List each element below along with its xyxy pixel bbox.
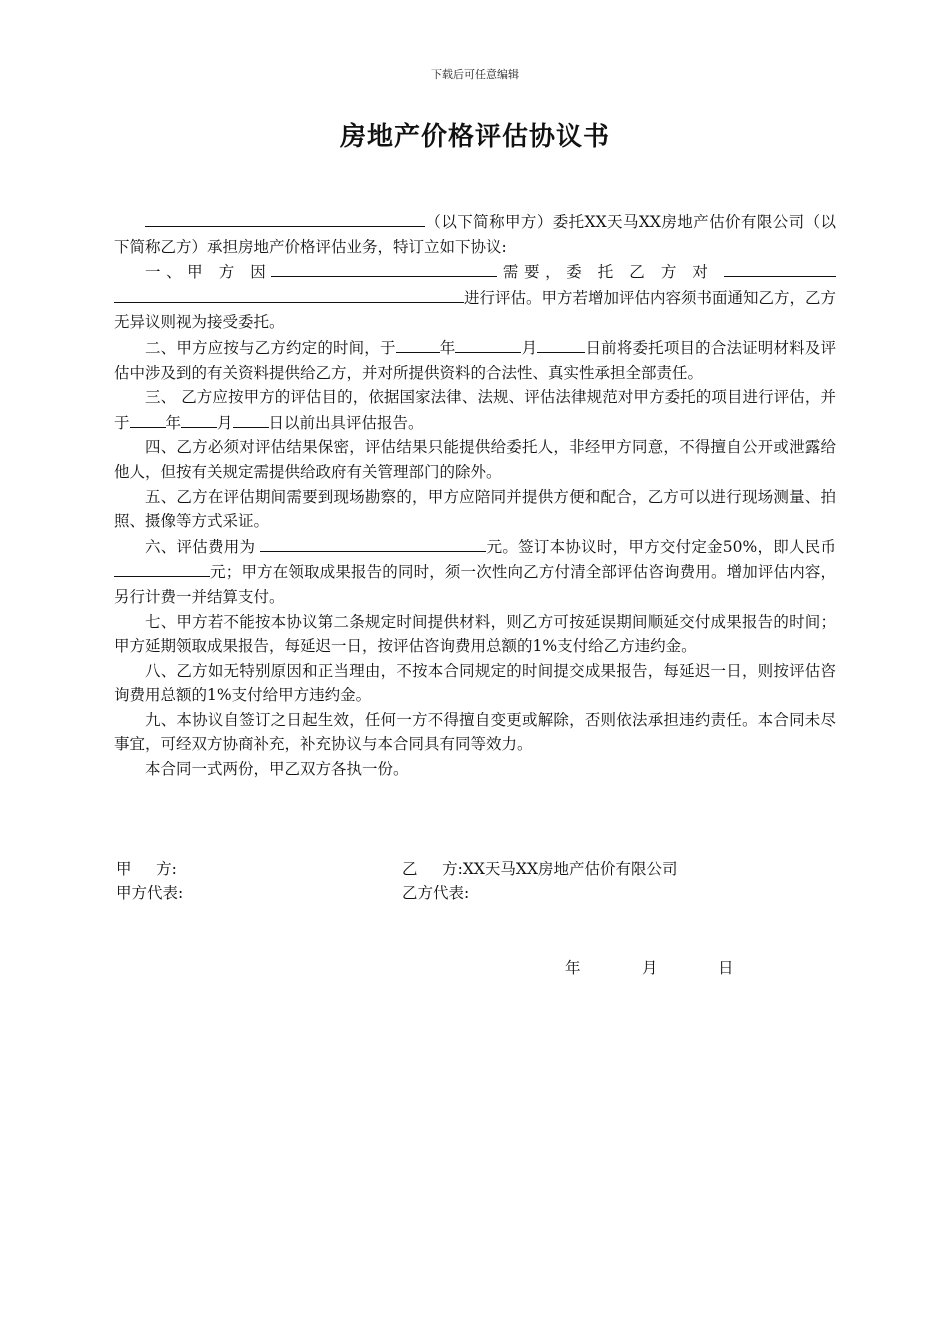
- clause-1: [114, 259, 836, 335]
- object-blank-1[interactable]: [724, 259, 836, 277]
- clause-4: 四、乙方必须对评估结果保密，评估结果只能提供给委托人，非经甲方同意，不得擅自公开或泄露给他人，但按有关规定需提供给政府有关管理部门的除外。: [114, 438, 836, 481]
- clause-2-day-blank[interactable]: [537, 335, 585, 353]
- party-a-representative: 甲方代表:: [116, 884, 184, 902]
- party-b-block: [402, 857, 678, 881]
- party-a-label: 甲 方:: [116, 860, 177, 878]
- clause-7: 七、甲方若不能按本协议第二条规定时间提供材料，则乙方可按延误期间顺延交付成果报告的时间；甲方延期领取成果报告，每延迟一日，按评估咨询费用总额的1%支付给乙方违约金。: [114, 612, 836, 656]
- clause-2-year-blank[interactable]: [396, 335, 440, 353]
- intro-text: （以下简称甲方）委托XX天马XX房地产估价有限公司（以下简称乙方）承担房地产价格评估业务，特订立如下协议:: [114, 213, 836, 256]
- clause-3-year-label: 年: [165, 413, 182, 432]
- date-year: 年: [565, 959, 581, 977]
- party-b-name: XX天马XX房地产估价有限公司: [462, 860, 678, 878]
- clause-1-text-c: 进行评估。甲方若增加评估内容须书面通知乙方，乙方无异议则视为接受委托。: [114, 288, 837, 332]
- clause-8: 八、乙方如无特别原因和正当理由，不按本合同规定的时间提交成果报告，每延迟一日，则按评估咨询费用总额的1%支付给甲方违约金。: [114, 661, 836, 705]
- clause-3: [114, 385, 836, 435]
- clause-3-month-label: 月: [217, 413, 233, 432]
- closing-statement: 本合同一式两份，甲乙双方各执一份。: [145, 760, 409, 779]
- party-a-name-blank[interactable]: [145, 209, 425, 227]
- clause-2-month-label: 月: [521, 338, 538, 357]
- agreement-body: [114, 209, 836, 782]
- clause-9: 九、本协议自签订之日起生效，任何一方不得擅自变更或解除，否则依法承担违约责任。本合同未尽事宜，可经双方协商补充，补充协议与本合同具有同等效力。: [114, 710, 836, 754]
- party-b-label: 乙 方:: [402, 860, 463, 878]
- clause-3-year-blank[interactable]: [130, 410, 166, 428]
- clause-2-month-blank[interactable]: [455, 335, 521, 353]
- object-blank-2[interactable]: [114, 285, 464, 303]
- date-month: 月: [642, 959, 658, 977]
- clause-1-text-b: 需要，委 托 乙 方 对: [497, 263, 714, 282]
- deposit-amount-blank[interactable]: [114, 559, 210, 577]
- clause-6-text-c: 元；甲方在领取成果报告的同时，须一次性向乙方付清全部评估咨询费用。增加评估内容，另行计费一并结算支付。: [114, 563, 836, 606]
- clause-6: [114, 534, 836, 610]
- purpose-blank[interactable]: [271, 259, 497, 277]
- clause-1-text-a: 一、甲 方 因: [145, 263, 272, 282]
- intro-paragraph: [114, 209, 836, 259]
- clause-6-text-a: 六、评估费用为: [145, 537, 256, 556]
- clause-3-day-blank[interactable]: [233, 410, 269, 428]
- clause-3-text-b: 日以前出具评估报告。: [268, 413, 424, 432]
- clause-2-year-label: 年: [439, 338, 456, 357]
- clause-2-text-b: 日前将委托项目的合法证明材料及评估中涉及到的有关资料提供给乙方，并对所提供资料的合法性、真实性承担全部责任。: [114, 338, 836, 382]
- clause-3-text-a: 三、 乙方应按甲方的评估目的，依据国家法律、法规、评估法律规范对甲方委托的项目进行评估，并于: [114, 388, 836, 432]
- clause-2: [114, 335, 836, 385]
- document-title: 房地产价格评估协议书: [339, 122, 610, 152]
- fee-amount-blank[interactable]: [260, 534, 486, 552]
- clause-5: 五、乙方在评估期间需要到现场勘察的，甲方应陪同并提供方便和配合，乙方可以进行现场测量、拍照、摄像等方式采证。: [114, 487, 836, 531]
- party-b-representative: 乙方代表:: [402, 884, 470, 902]
- page-header: 下载后可任意编辑: [431, 68, 519, 81]
- clause-2-text-a: 二、甲方应按与乙方约定的时间，于: [145, 338, 396, 357]
- clause-6-text-b: 元。签订本协议时，甲方交付定金50%，即人民币: [486, 537, 836, 556]
- clause-3-month-blank[interactable]: [181, 410, 217, 428]
- date-day: 日: [718, 959, 734, 977]
